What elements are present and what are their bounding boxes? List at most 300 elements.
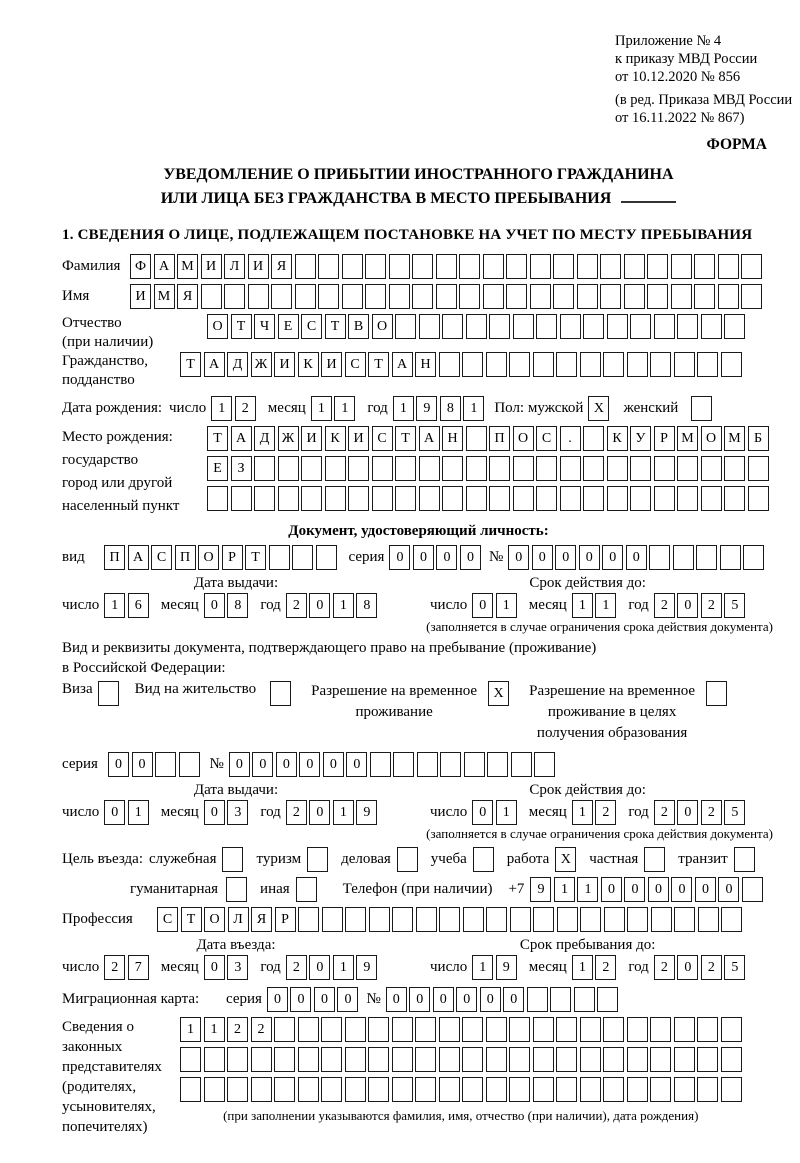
char-cell[interactable] [509,1017,530,1042]
char-cell[interactable] [701,314,722,339]
char-cell[interactable] [439,907,460,932]
char-cell[interactable] [278,486,299,511]
char-cell[interactable]: 0 [671,877,692,902]
char-cell[interactable]: 2 [286,955,307,980]
char-cell[interactable]: 2 [701,955,722,980]
checkbox-visa[interactable] [98,681,119,706]
char-cell[interactable] [419,486,440,511]
char-cell[interactable] [724,314,745,339]
char-cell[interactable]: 9 [496,955,517,980]
char-cell[interactable] [724,486,745,511]
char-cell[interactable]: 2 [235,396,256,421]
char-cell[interactable]: 0 [433,987,454,1012]
char-cell[interactable] [417,752,438,777]
char-cell[interactable] [534,752,555,777]
char-cell[interactable] [389,254,410,279]
char-cell[interactable]: 0 [389,545,410,570]
char-cell[interactable] [677,314,698,339]
char-cell[interactable] [671,284,692,309]
char-cell[interactable]: 2 [701,593,722,618]
char-cell[interactable]: 1 [333,800,354,825]
char-cell[interactable]: П [104,545,125,570]
checkbox-female[interactable] [691,396,712,421]
char-cell[interactable] [462,352,483,377]
char-cell[interactable] [372,486,393,511]
char-cell[interactable] [179,752,200,777]
checkbox-residence-permit[interactable] [270,681,291,706]
char-cell[interactable]: 3 [227,955,248,980]
char-cell[interactable] [483,254,504,279]
char-cell[interactable] [583,314,604,339]
char-cell[interactable] [533,907,554,932]
char-cell[interactable] [419,314,440,339]
char-cell[interactable]: 0 [290,987,311,1012]
char-cell[interactable] [348,486,369,511]
char-cell[interactable] [370,752,391,777]
char-cell[interactable] [459,254,480,279]
char-cell[interactable] [677,486,698,511]
char-cell[interactable]: П [175,545,196,570]
char-cell[interactable]: 8 [227,593,248,618]
char-cell[interactable]: Т [207,426,228,451]
char-cell[interactable] [274,1047,295,1072]
char-cell[interactable]: 0 [602,545,623,570]
char-cell[interactable] [560,314,581,339]
char-cell[interactable]: С [151,545,172,570]
char-cell[interactable] [607,486,628,511]
checkbox-temp-residence-edu[interactable] [706,681,727,706]
char-cell[interactable]: 0 [555,545,576,570]
char-cell[interactable]: О [701,426,722,451]
char-cell[interactable]: 1 [577,877,598,902]
char-cell[interactable]: М [154,284,175,309]
char-cell[interactable] [533,1017,554,1042]
char-cell[interactable] [486,907,507,932]
char-cell[interactable]: 2 [701,800,722,825]
checkbox-official[interactable] [222,847,243,872]
char-cell[interactable] [274,1017,295,1042]
char-cell[interactable] [419,456,440,481]
char-cell[interactable]: А [392,352,413,377]
char-cell[interactable] [442,486,463,511]
char-cell[interactable] [462,1017,483,1042]
char-cell[interactable]: А [204,352,225,377]
char-cell[interactable] [603,1017,624,1042]
char-cell[interactable]: 5 [724,593,745,618]
char-cell[interactable] [442,314,463,339]
char-cell[interactable] [389,284,410,309]
char-cell[interactable] [627,1077,648,1102]
char-cell[interactable] [603,1047,624,1072]
char-cell[interactable]: И [248,254,269,279]
char-cell[interactable] [392,1077,413,1102]
char-cell[interactable]: 8 [440,396,461,421]
char-cell[interactable] [741,284,762,309]
char-cell[interactable] [697,1017,718,1042]
char-cell[interactable] [348,456,369,481]
char-cell[interactable] [462,1047,483,1072]
char-cell[interactable]: И [274,352,295,377]
char-cell[interactable] [155,752,176,777]
char-cell[interactable]: 7 [128,955,149,980]
char-cell[interactable] [553,284,574,309]
char-cell[interactable] [630,314,651,339]
char-cell[interactable] [466,486,487,511]
char-cell[interactable] [630,486,651,511]
char-cell[interactable] [269,545,290,570]
char-cell[interactable]: А [419,426,440,451]
char-cell[interactable]: С [536,426,557,451]
char-cell[interactable]: Е [207,456,228,481]
char-cell[interactable] [227,1077,248,1102]
char-cell[interactable] [392,1047,413,1072]
char-cell[interactable]: 2 [227,1017,248,1042]
char-cell[interactable]: 9 [356,800,377,825]
char-cell[interactable]: 1 [204,1017,225,1042]
char-cell[interactable]: 0 [337,987,358,1012]
char-cell[interactable] [415,1047,436,1072]
char-cell[interactable] [254,486,275,511]
char-cell[interactable]: 0 [204,800,225,825]
char-cell[interactable]: К [325,426,346,451]
char-cell[interactable] [607,314,628,339]
char-cell[interactable] [650,1047,671,1072]
char-cell[interactable]: А [231,426,252,451]
char-cell[interactable] [321,1047,342,1072]
char-cell[interactable]: Д [254,426,275,451]
char-cell[interactable] [647,254,668,279]
char-cell[interactable]: М [724,426,745,451]
char-cell[interactable] [627,1017,648,1042]
char-cell[interactable]: 0 [472,593,493,618]
char-cell[interactable] [721,1077,742,1102]
checkbox-temp-residence[interactable]: X [488,681,509,706]
char-cell[interactable] [506,254,527,279]
char-cell[interactable]: 0 [503,987,524,1012]
char-cell[interactable] [577,254,598,279]
char-cell[interactable] [597,987,618,1012]
char-cell[interactable] [278,456,299,481]
char-cell[interactable] [530,254,551,279]
char-cell[interactable] [741,254,762,279]
char-cell[interactable] [486,1047,507,1072]
char-cell[interactable]: Ж [251,352,272,377]
char-cell[interactable]: 1 [572,800,593,825]
char-cell[interactable] [513,456,534,481]
char-cell[interactable]: К [298,352,319,377]
char-cell[interactable] [650,1017,671,1042]
char-cell[interactable] [560,486,581,511]
char-cell[interactable] [654,314,675,339]
char-cell[interactable] [415,1077,436,1102]
char-cell[interactable] [533,1077,554,1102]
char-cell[interactable] [556,1047,577,1072]
char-cell[interactable] [345,907,366,932]
char-cell[interactable] [580,1017,601,1042]
checkbox-tourism[interactable] [307,847,328,872]
char-cell[interactable]: О [198,545,219,570]
char-cell[interactable] [342,254,363,279]
char-cell[interactable] [486,1077,507,1102]
char-cell[interactable]: 1 [472,955,493,980]
char-cell[interactable] [204,1047,225,1072]
char-cell[interactable]: 8 [356,593,377,618]
char-cell[interactable] [627,1047,648,1072]
char-cell[interactable]: 5 [724,800,745,825]
char-cell[interactable]: 0 [299,752,320,777]
char-cell[interactable] [298,1047,319,1072]
char-cell[interactable] [721,1047,742,1072]
char-cell[interactable]: О [372,314,393,339]
char-cell[interactable]: Е [278,314,299,339]
char-cell[interactable] [533,1047,554,1072]
char-cell[interactable]: Л [228,907,249,932]
char-cell[interactable]: 0 [309,955,330,980]
char-cell[interactable]: 1 [496,800,517,825]
char-cell[interactable]: 0 [695,877,716,902]
char-cell[interactable]: 1 [211,396,232,421]
char-cell[interactable] [550,987,571,1012]
char-cell[interactable] [671,254,692,279]
char-cell[interactable]: 0 [601,877,622,902]
char-cell[interactable] [624,284,645,309]
char-cell[interactable] [721,907,742,932]
char-cell[interactable]: Т [325,314,346,339]
char-cell[interactable] [439,1077,460,1102]
char-cell[interactable] [603,1077,624,1102]
char-cell[interactable]: 0 [252,752,273,777]
char-cell[interactable]: 0 [472,800,493,825]
char-cell[interactable] [325,486,346,511]
char-cell[interactable] [649,545,670,570]
char-cell[interactable]: Р [275,907,296,932]
char-cell[interactable] [556,1017,577,1042]
char-cell[interactable] [395,456,416,481]
char-cell[interactable] [321,1017,342,1042]
char-cell[interactable]: 9 [416,396,437,421]
char-cell[interactable] [583,456,604,481]
char-cell[interactable]: 0 [309,593,330,618]
char-cell[interactable] [694,284,715,309]
char-cell[interactable]: 0 [508,545,529,570]
char-cell[interactable] [439,1017,460,1042]
char-cell[interactable] [654,456,675,481]
char-cell[interactable] [436,284,457,309]
char-cell[interactable] [298,1077,319,1102]
char-cell[interactable] [506,284,527,309]
char-cell[interactable] [533,352,554,377]
char-cell[interactable]: 1 [180,1017,201,1042]
checkbox-transit[interactable] [734,847,755,872]
char-cell[interactable] [342,284,363,309]
char-cell[interactable]: 0 [677,593,698,618]
char-cell[interactable]: 1 [334,396,355,421]
char-cell[interactable]: С [345,352,366,377]
char-cell[interactable]: Т [395,426,416,451]
char-cell[interactable]: Т [368,352,389,377]
char-cell[interactable] [651,907,672,932]
char-cell[interactable]: М [177,254,198,279]
char-cell[interactable] [439,1047,460,1072]
char-cell[interactable] [345,1017,366,1042]
char-cell[interactable]: Т [181,907,202,932]
char-cell[interactable] [393,752,414,777]
char-cell[interactable]: О [513,426,534,451]
char-cell[interactable] [560,456,581,481]
char-cell[interactable]: И [130,284,151,309]
char-cell[interactable]: 2 [595,955,616,980]
char-cell[interactable]: Р [654,426,675,451]
char-cell[interactable] [748,486,769,511]
char-cell[interactable] [718,284,739,309]
char-cell[interactable]: К [607,426,628,451]
char-cell[interactable] [742,877,763,902]
char-cell[interactable] [509,352,530,377]
char-cell[interactable]: М [677,426,698,451]
char-cell[interactable]: 1 [311,396,332,421]
char-cell[interactable] [224,284,245,309]
char-cell[interactable] [556,1077,577,1102]
char-cell[interactable] [322,907,343,932]
char-cell[interactable] [368,1047,389,1072]
char-cell[interactable] [698,907,719,932]
char-cell[interactable] [369,907,390,932]
char-cell[interactable] [674,1017,695,1042]
char-cell[interactable] [748,456,769,481]
char-cell[interactable]: Ф [130,254,151,279]
char-cell[interactable]: Т [231,314,252,339]
char-cell[interactable]: И [348,426,369,451]
char-cell[interactable]: 0 [718,877,739,902]
char-cell[interactable] [251,1077,272,1102]
char-cell[interactable] [724,456,745,481]
char-cell[interactable] [650,1077,671,1102]
char-cell[interactable] [487,752,508,777]
char-cell[interactable]: 0 [436,545,457,570]
char-cell[interactable]: Л [224,254,245,279]
char-cell[interactable] [368,1017,389,1042]
char-cell[interactable]: 0 [104,800,125,825]
char-cell[interactable] [580,1077,601,1102]
char-cell[interactable] [627,352,648,377]
char-cell[interactable] [392,907,413,932]
char-cell[interactable]: Б [748,426,769,451]
char-cell[interactable] [301,456,322,481]
char-cell[interactable]: 0 [677,955,698,980]
char-cell[interactable]: 0 [648,877,669,902]
char-cell[interactable] [412,254,433,279]
char-cell[interactable] [577,284,598,309]
char-cell[interactable]: 0 [314,987,335,1012]
char-cell[interactable]: 0 [132,752,153,777]
char-cell[interactable]: 9 [530,877,551,902]
checkbox-study[interactable] [473,847,494,872]
char-cell[interactable]: Ж [278,426,299,451]
char-cell[interactable] [201,284,222,309]
char-cell[interactable] [624,254,645,279]
char-cell[interactable]: 0 [323,752,344,777]
char-cell[interactable] [254,456,275,481]
char-cell[interactable] [674,1047,695,1072]
char-cell[interactable]: 0 [204,955,225,980]
char-cell[interactable] [600,284,621,309]
char-cell[interactable] [345,1047,366,1072]
char-cell[interactable]: 0 [309,800,330,825]
char-cell[interactable] [557,907,578,932]
char-cell[interactable] [436,254,457,279]
char-cell[interactable]: 0 [413,545,434,570]
char-cell[interactable]: 0 [204,593,225,618]
char-cell[interactable]: 0 [409,987,430,1012]
checkbox-humanitarian[interactable] [226,877,247,902]
char-cell[interactable] [483,284,504,309]
char-cell[interactable] [701,456,722,481]
char-cell[interactable] [298,1017,319,1042]
char-cell[interactable]: 0 [579,545,600,570]
char-cell[interactable]: П [489,426,510,451]
char-cell[interactable] [466,426,487,451]
char-cell[interactable] [674,907,695,932]
char-cell[interactable]: Д [227,352,248,377]
char-cell[interactable] [440,752,461,777]
char-cell[interactable]: 1 [554,877,575,902]
char-cell[interactable]: З [231,456,252,481]
checkbox-work[interactable]: X [555,847,576,872]
char-cell[interactable]: 0 [267,987,288,1012]
char-cell[interactable] [295,284,316,309]
checkbox-business[interactable] [397,847,418,872]
char-cell[interactable] [513,314,534,339]
char-cell[interactable]: 0 [677,800,698,825]
char-cell[interactable]: В [348,314,369,339]
char-cell[interactable]: 0 [480,987,501,1012]
char-cell[interactable]: Т [180,352,201,377]
char-cell[interactable] [466,456,487,481]
char-cell[interactable]: 2 [654,800,675,825]
char-cell[interactable]: Т [245,545,266,570]
char-cell[interactable] [721,352,742,377]
char-cell[interactable]: Я [177,284,198,309]
char-cell[interactable] [701,486,722,511]
checkbox-private[interactable] [644,847,665,872]
char-cell[interactable]: 1 [333,955,354,980]
char-cell[interactable] [325,456,346,481]
char-cell[interactable] [227,1047,248,1072]
char-cell[interactable] [513,486,534,511]
char-cell[interactable]: 0 [346,752,367,777]
char-cell[interactable]: Р [222,545,243,570]
char-cell[interactable]: А [128,545,149,570]
char-cell[interactable] [718,254,739,279]
char-cell[interactable]: Я [251,907,272,932]
char-cell[interactable]: 0 [624,877,645,902]
char-cell[interactable] [743,545,764,570]
char-cell[interactable] [583,486,604,511]
char-cell[interactable]: 1 [496,593,517,618]
char-cell[interactable]: 2 [595,800,616,825]
char-cell[interactable]: 2 [654,593,675,618]
char-cell[interactable]: 5 [724,955,745,980]
char-cell[interactable]: 1 [595,593,616,618]
char-cell[interactable] [365,254,386,279]
char-cell[interactable]: 0 [229,752,250,777]
char-cell[interactable]: Я [271,254,292,279]
char-cell[interactable] [511,752,532,777]
char-cell[interactable] [395,314,416,339]
char-cell[interactable] [395,486,416,511]
char-cell[interactable] [630,456,651,481]
char-cell[interactable] [204,1077,225,1102]
